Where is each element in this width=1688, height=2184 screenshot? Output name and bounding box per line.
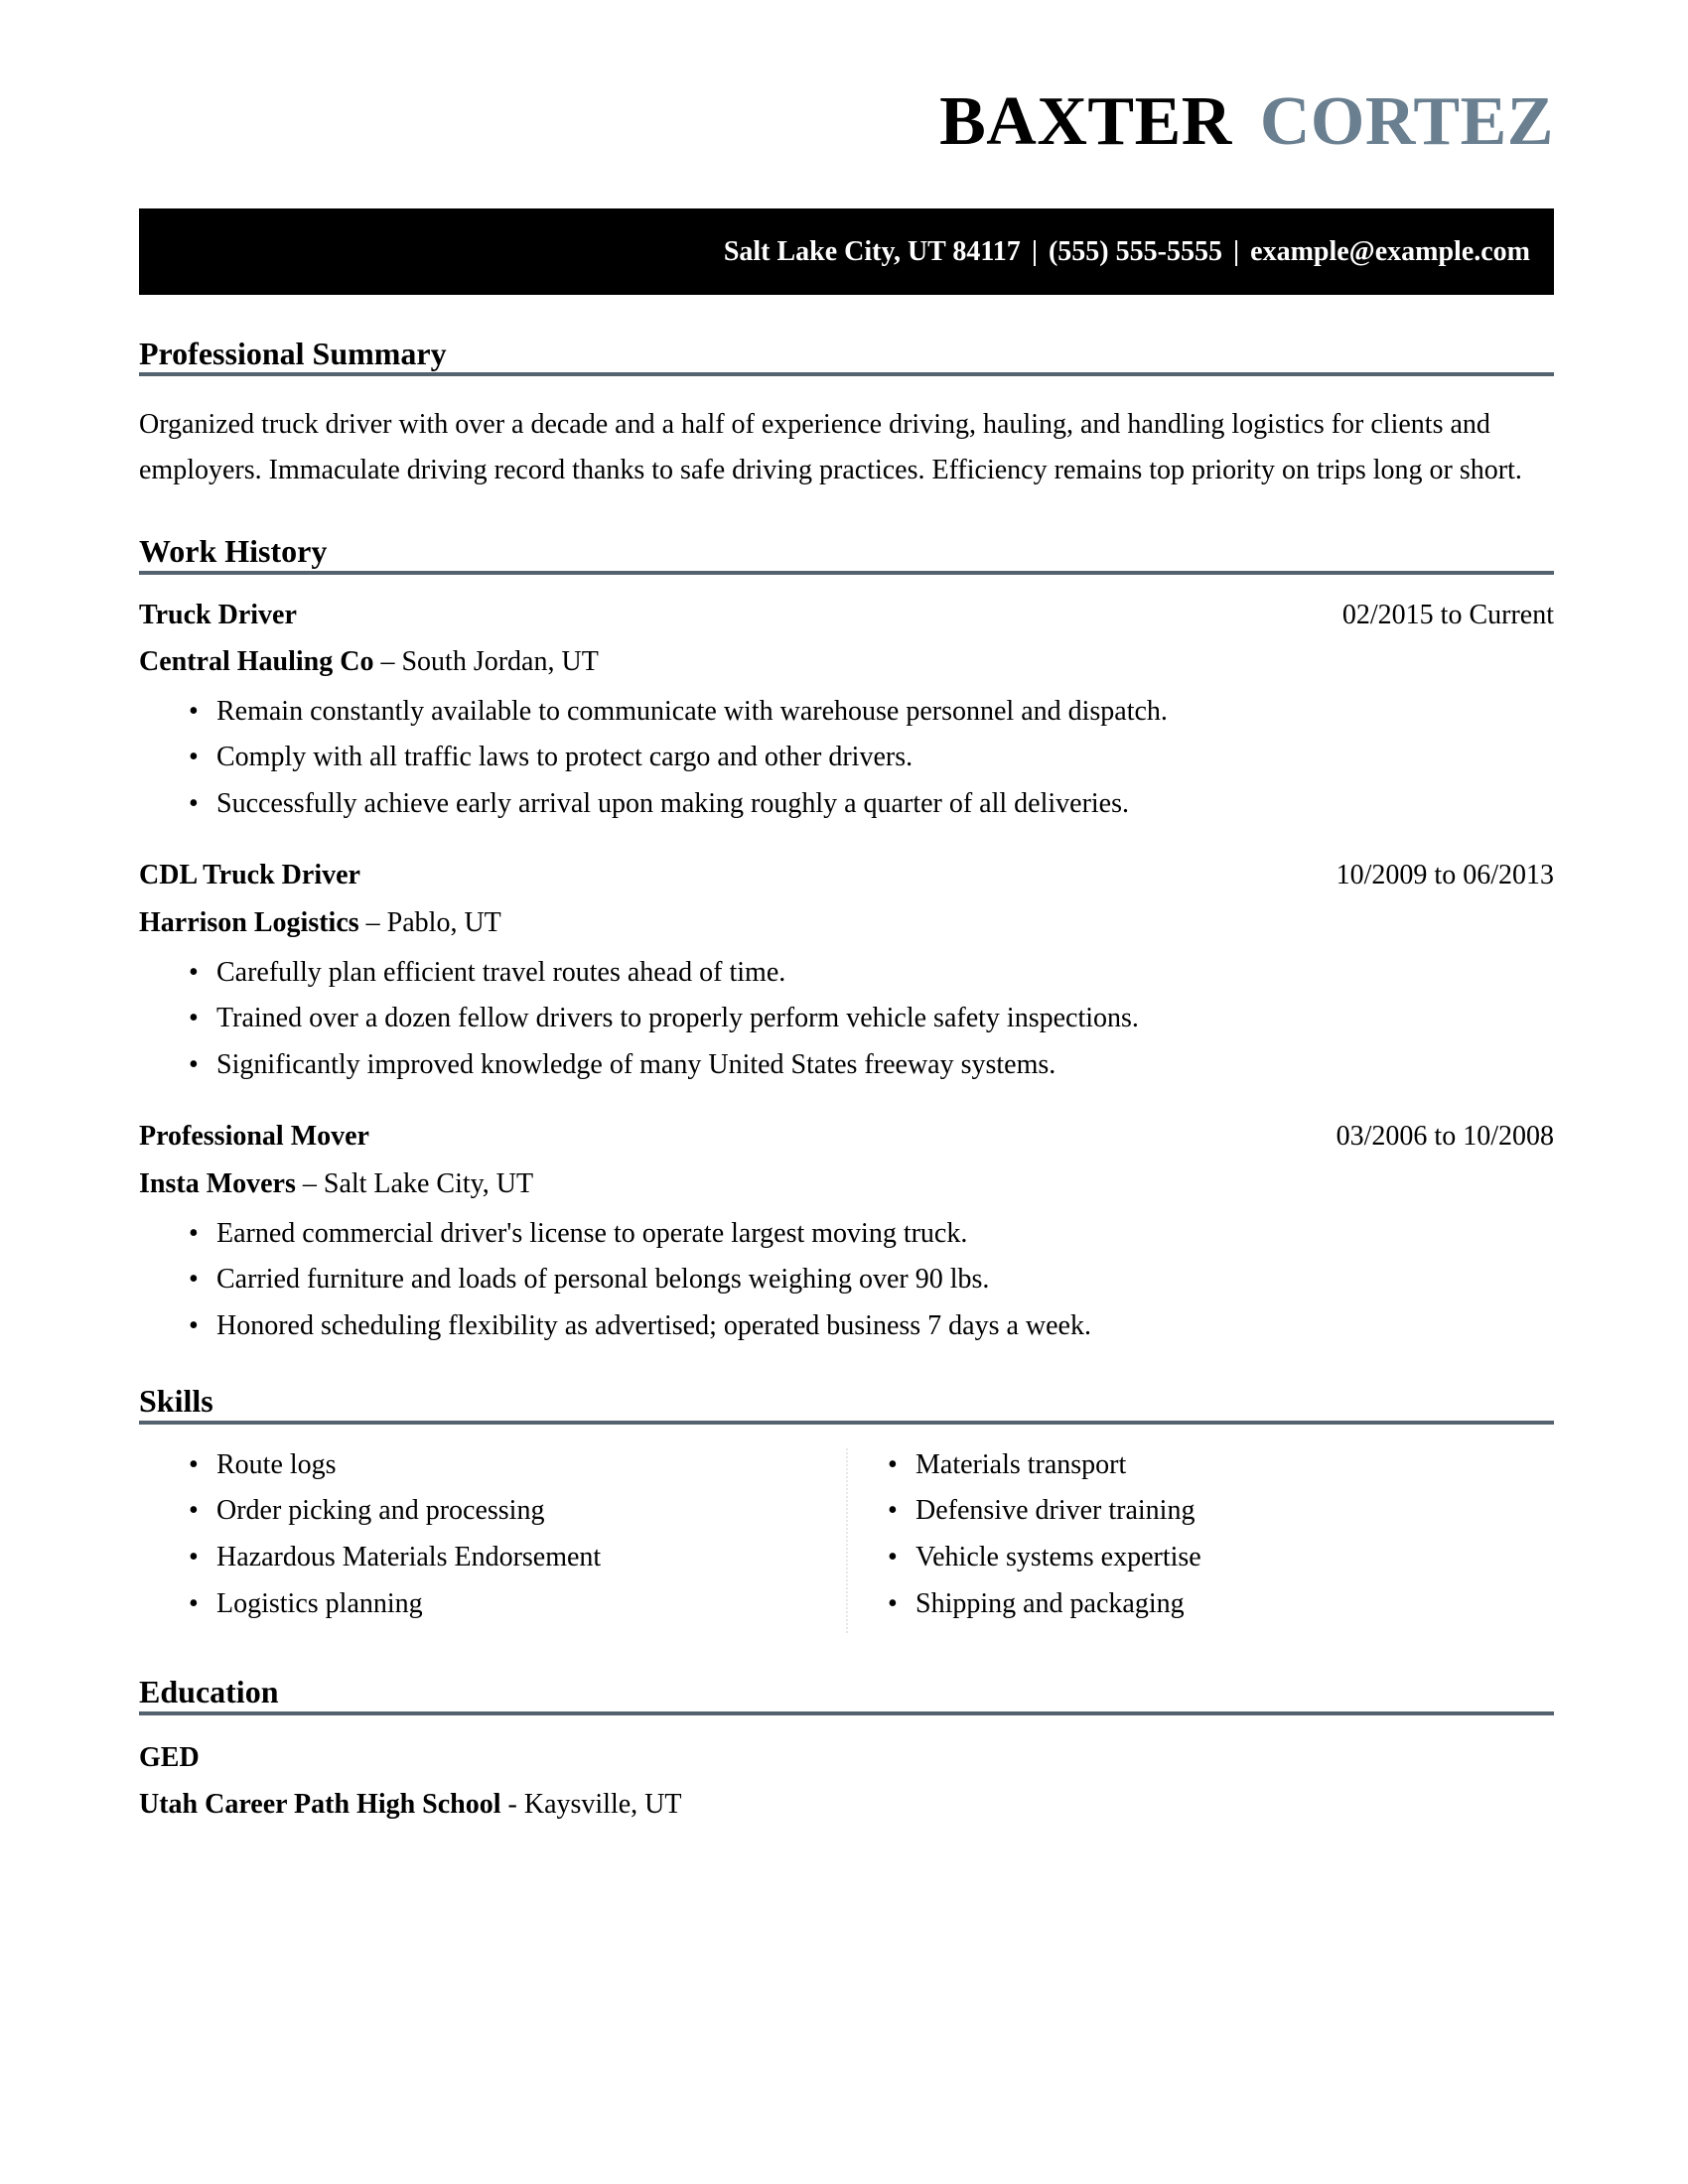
job-title: Professional Mover <box>139 1121 369 1153</box>
skills-column-right <box>846 1448 1554 1633</box>
job-bullet: • Comply with all traffic laws to protect cargo and other drivers. <box>139 741 1554 774</box>
skills-column-left <box>139 1448 846 1633</box>
skill-item: • Defensive driver training <box>848 1494 1554 1528</box>
contact-separator: | <box>1232 235 1240 267</box>
skill-item: • Order picking and processing <box>139 1494 846 1528</box>
job-bullet: • Significantly improved knowledge of many United States freeway systems. <box>139 1048 1554 1082</box>
job-company-line <box>139 1167 1554 1201</box>
job-entry <box>139 859 1554 1081</box>
job-location: Salt Lake City, UT <box>323 1168 534 1200</box>
job-bullet: • Carried furniture and loads of personal belongs weighing over 90 lbs. <box>139 1263 1554 1297</box>
job-bullet: • Successfully achieve early arrival upon making roughly a quarter of all deliveries. <box>139 787 1554 821</box>
company-separator: – <box>365 907 380 939</box>
section-rule <box>139 1711 1554 1715</box>
job-entry <box>139 1120 1554 1342</box>
school-name: Utah Career Path High School <box>139 1789 501 1821</box>
job-bullet: • Carefully plan efficient travel routes ahead of time. <box>139 956 1554 990</box>
section-work-history <box>139 532 1554 1342</box>
job-header <box>139 859 1554 892</box>
job-header <box>139 599 1554 632</box>
job-bullet: • Honored scheduling flexibility as advertised; operated business 7 days a week. <box>139 1309 1554 1343</box>
job-bullet: • Trained over a dozen fellow drivers to properly perform vehicle safety inspections. <box>139 1002 1554 1035</box>
company-separator: – <box>302 1168 317 1200</box>
job-bullet-list <box>139 956 1554 1082</box>
job-company-line <box>139 906 1554 940</box>
skills-grid <box>139 1448 1554 1633</box>
skill-item: • Route logs <box>139 1448 846 1482</box>
skills-list <box>848 1448 1554 1620</box>
school-separator: - <box>507 1789 517 1821</box>
company-name: Central Hauling Co <box>139 646 374 678</box>
job-bullet-list <box>139 1217 1554 1343</box>
job-dates: 10/2009 to 06/2013 <box>1336 860 1554 891</box>
summary-text: Organized truck driver with over a decade and a half of experience driving, hauling, and handling logistics for clients and employers. Immaculate driving record thanks to safe driving practices. Efficiency remains top priority on trips long or short. <box>139 409 1522 485</box>
section-heading: Skills <box>139 1383 213 1420</box>
job-header <box>139 1120 1554 1154</box>
skill-item: • Materials transport <box>848 1448 1554 1482</box>
education-degree: GED <box>139 1741 200 1773</box>
job-bullet: • Earned commercial driver's license to operate largest moving truck. <box>139 1217 1554 1251</box>
section-rule <box>139 1421 1554 1425</box>
job-title: CDL Truck Driver <box>139 860 360 891</box>
person-name <box>139 83 1554 160</box>
job-bullet-list <box>139 695 1554 821</box>
education-school-line <box>139 1788 1554 1822</box>
section-rule <box>139 571 1554 575</box>
first-name: BAXTER <box>939 83 1232 160</box>
contact-bar <box>139 208 1554 295</box>
skill-item: • Shipping and packaging <box>848 1587 1554 1621</box>
skill-item: • Hazardous Materials Endorsement <box>139 1541 846 1574</box>
job-location: Pablo, UT <box>386 907 501 939</box>
job-dates: 02/2015 to Current <box>1341 599 1554 630</box>
school-location: Kaysville, UT <box>523 1789 682 1821</box>
skill-item: • Vehicle systems expertise <box>848 1541 1554 1574</box>
section-heading: Professional Summary <box>139 336 447 371</box>
skills-list <box>139 1448 846 1620</box>
section-education <box>139 1673 1554 1822</box>
contact-phone: (555) 555-5555 <box>1048 235 1222 267</box>
company-name: Insta Movers <box>139 1168 296 1200</box>
job-title: Truck Driver <box>139 599 297 630</box>
contact-email: example@example.com <box>1250 235 1530 267</box>
last-name: CORTEZ <box>1259 83 1554 160</box>
job-dates: 03/2006 to 10/2008 <box>1336 1121 1554 1153</box>
section-heading: Education <box>139 1674 279 1710</box>
company-name: Harrison Logistics <box>139 907 359 939</box>
job-company-line <box>139 645 1554 679</box>
contact-separator: | <box>1031 235 1038 267</box>
job-entry <box>139 599 1554 821</box>
section-professional-summary <box>139 335 1554 492</box>
section-skills <box>139 1382 1554 1633</box>
contact-location: Salt Lake City, UT 84117 <box>723 235 1021 267</box>
job-bullet: • Remain constantly available to communicate with warehouse personnel and dispatch. <box>139 695 1554 729</box>
section-heading: Work History <box>139 533 328 570</box>
section-rule <box>139 372 1554 376</box>
skill-item: • Logistics planning <box>139 1587 846 1621</box>
company-separator: – <box>380 646 395 678</box>
job-location: South Jordan, UT <box>401 646 599 678</box>
